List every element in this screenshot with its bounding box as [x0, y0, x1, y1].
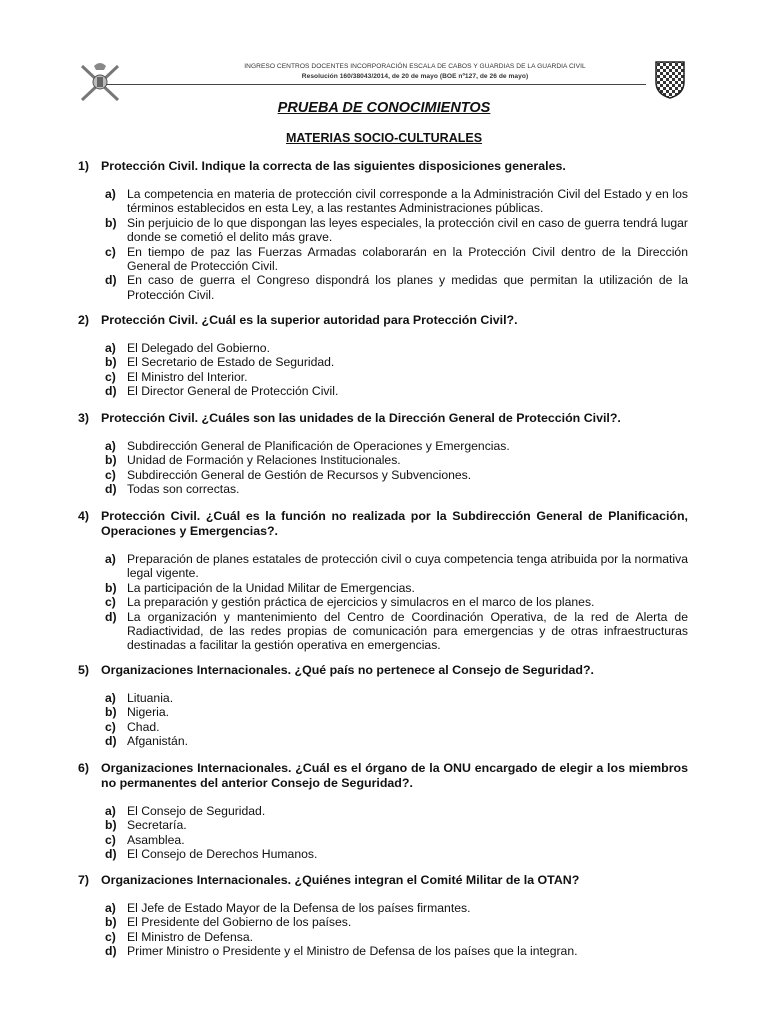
option-c: c) Asamblea. [105, 832, 185, 847]
question-number: 2) [78, 313, 90, 327]
question-number: 7) [78, 873, 90, 887]
question-7 [78, 873, 688, 959]
checkered-shield-icon [654, 60, 686, 100]
question-text: Protección Civil. Indique la correcta de las siguientes disposiciones generales. [101, 159, 566, 173]
question-text: Protección Civil. ¿Cuáles son las unidades de la Dirección General de Protección Civil?. [101, 411, 621, 425]
question-number: 5) [78, 663, 90, 677]
option-c: c) Subdirección General de Gestión de Recursos y Subvenciones. [105, 467, 472, 482]
question-number: 4) [78, 509, 90, 523]
option-a: a) Lituania. [105, 691, 174, 705]
guardia-civil-crest-icon [76, 60, 124, 104]
option-c: c) El Ministro del Interior. [105, 369, 248, 384]
question-1 [78, 159, 688, 302]
document-header [76, 56, 692, 106]
option-c: c) Chad. [105, 719, 160, 734]
page-title: PRUEBA DE CONOCIMIENTOS [277, 100, 491, 116]
option-list [105, 341, 688, 399]
page-subtitle: MATERIAS SOCIO-CULTURALES [285, 131, 483, 145]
option-b: b) El Presidente del Gobierno de los países. [105, 915, 352, 930]
header-rule [106, 84, 646, 85]
option-c: c) La preparación y gestión práctica de ejercicios y simulacros en el marco de los planes. [105, 595, 595, 610]
option-b: b) El Secretario de Estado de Seguridad. [105, 355, 335, 370]
option-b: b) La participación de la Unidad Militar de Emergencias. [105, 580, 415, 595]
option-d: d) El Director General de Protección Civil. [105, 384, 339, 399]
header-text [188, 62, 642, 82]
option-list [105, 439, 688, 497]
option-a: a) Preparación de planes estatales de protección civil o cuya competencia tenga atribuida por la normativa legal vigente. [105, 552, 688, 581]
option-a: a) El Delegado del Gobierno. [105, 341, 270, 355]
header-line-1: INGRESO CENTROS DOCENTES INCORPORACIÓN ESCALA DE CABOS Y GUARDIAS DE LA GUARDIA CIVIL [244, 63, 586, 70]
option-d: d) En caso de guerra el Congreso dispondrá los planes y medidas que permitan la utilización de la Protección Civil. [105, 273, 688, 302]
option-a: a) La competencia en materia de protección civil corresponde a la Administración Civil del Estado y en los términos establecidos en esta Ley, a las restantes Administraciones públicas. [105, 187, 688, 216]
option-b: b) Sin perjuicio de lo que dispongan las leyes especiales, la protección civil en caso de guerra tendrá lugar donde se cometió el delito más grave. [105, 215, 688, 245]
option-d: d) Todas son correctas. [105, 482, 240, 497]
option-list [105, 691, 688, 749]
option-b: b) Unidad de Formación y Relaciones Institucionales. [105, 453, 401, 468]
question-text: Organizaciones Internacionales. ¿Qué país no pertenece al Consejo de Seguridad?. [101, 663, 594, 677]
question-6 [78, 761, 688, 862]
option-d: d) Primer Ministro o Presidente y el Ministro de Defensa de los países que la integran. [105, 944, 578, 959]
option-b: b) Secretaría. [105, 818, 187, 833]
question-text: Protección Civil. ¿Cuál es la superior autoridad para Protección Civil?. [101, 313, 518, 327]
option-d: d) La organización y mantenimiento del Centro de Coordinación Operativa, de la red de Alerta de Radiactividad, de las redes propias de comunicación para emergencias y de otras infraestructuras destinadas a facilitar la gestión operativa en emergencias. [105, 609, 688, 653]
option-b: b) Nigeria. [105, 705, 169, 720]
question-number: 3) [78, 411, 90, 425]
question-number: 1) [78, 159, 90, 173]
header-line-2: Resolución 160/38043/2014, de 20 de mayo (BOE nº127, de 26 de mayo) [301, 73, 529, 80]
question-4 [78, 509, 688, 653]
option-list [105, 901, 688, 959]
question-number: 6) [78, 761, 90, 775]
option-list [105, 804, 688, 862]
option-a: a) Subdirección General de Planificación de Operaciones y Emergencias. [105, 439, 510, 453]
question-3 [78, 411, 688, 497]
question-text: Organizaciones Internacionales. ¿Cuál es el órgano de la ONU encargado de elegir a los miembros no permanentes del anterior Consejo de Seguridad?. [101, 761, 688, 790]
option-list [105, 552, 688, 653]
option-list [105, 187, 688, 302]
option-c: c) En tiempo de paz las Fuerzas Armadas colaborarán en la Protección Civil dentro de la Dirección General de Protección Civil. [105, 244, 688, 274]
question-2 [78, 313, 688, 399]
question-text: Organizaciones Internacionales. ¿Quiénes integran el Comité Militar de la OTAN? [101, 873, 580, 887]
option-a: a) El Consejo de Seguridad. [105, 804, 266, 818]
question-text: Protección Civil. ¿Cuál es la función no realizada por la Subdirección General de Planificación, Operaciones y Emergencias?. [101, 509, 688, 538]
option-d: d) Afganistán. [105, 734, 188, 749]
question-5 [78, 663, 688, 749]
option-d: d) El Consejo de Derechos Humanos. [105, 847, 318, 862]
option-a: a) El Jefe de Estado Mayor de la Defensa de los países firmantes. [105, 901, 471, 915]
option-c: c) El Ministro de Defensa. [105, 929, 253, 944]
